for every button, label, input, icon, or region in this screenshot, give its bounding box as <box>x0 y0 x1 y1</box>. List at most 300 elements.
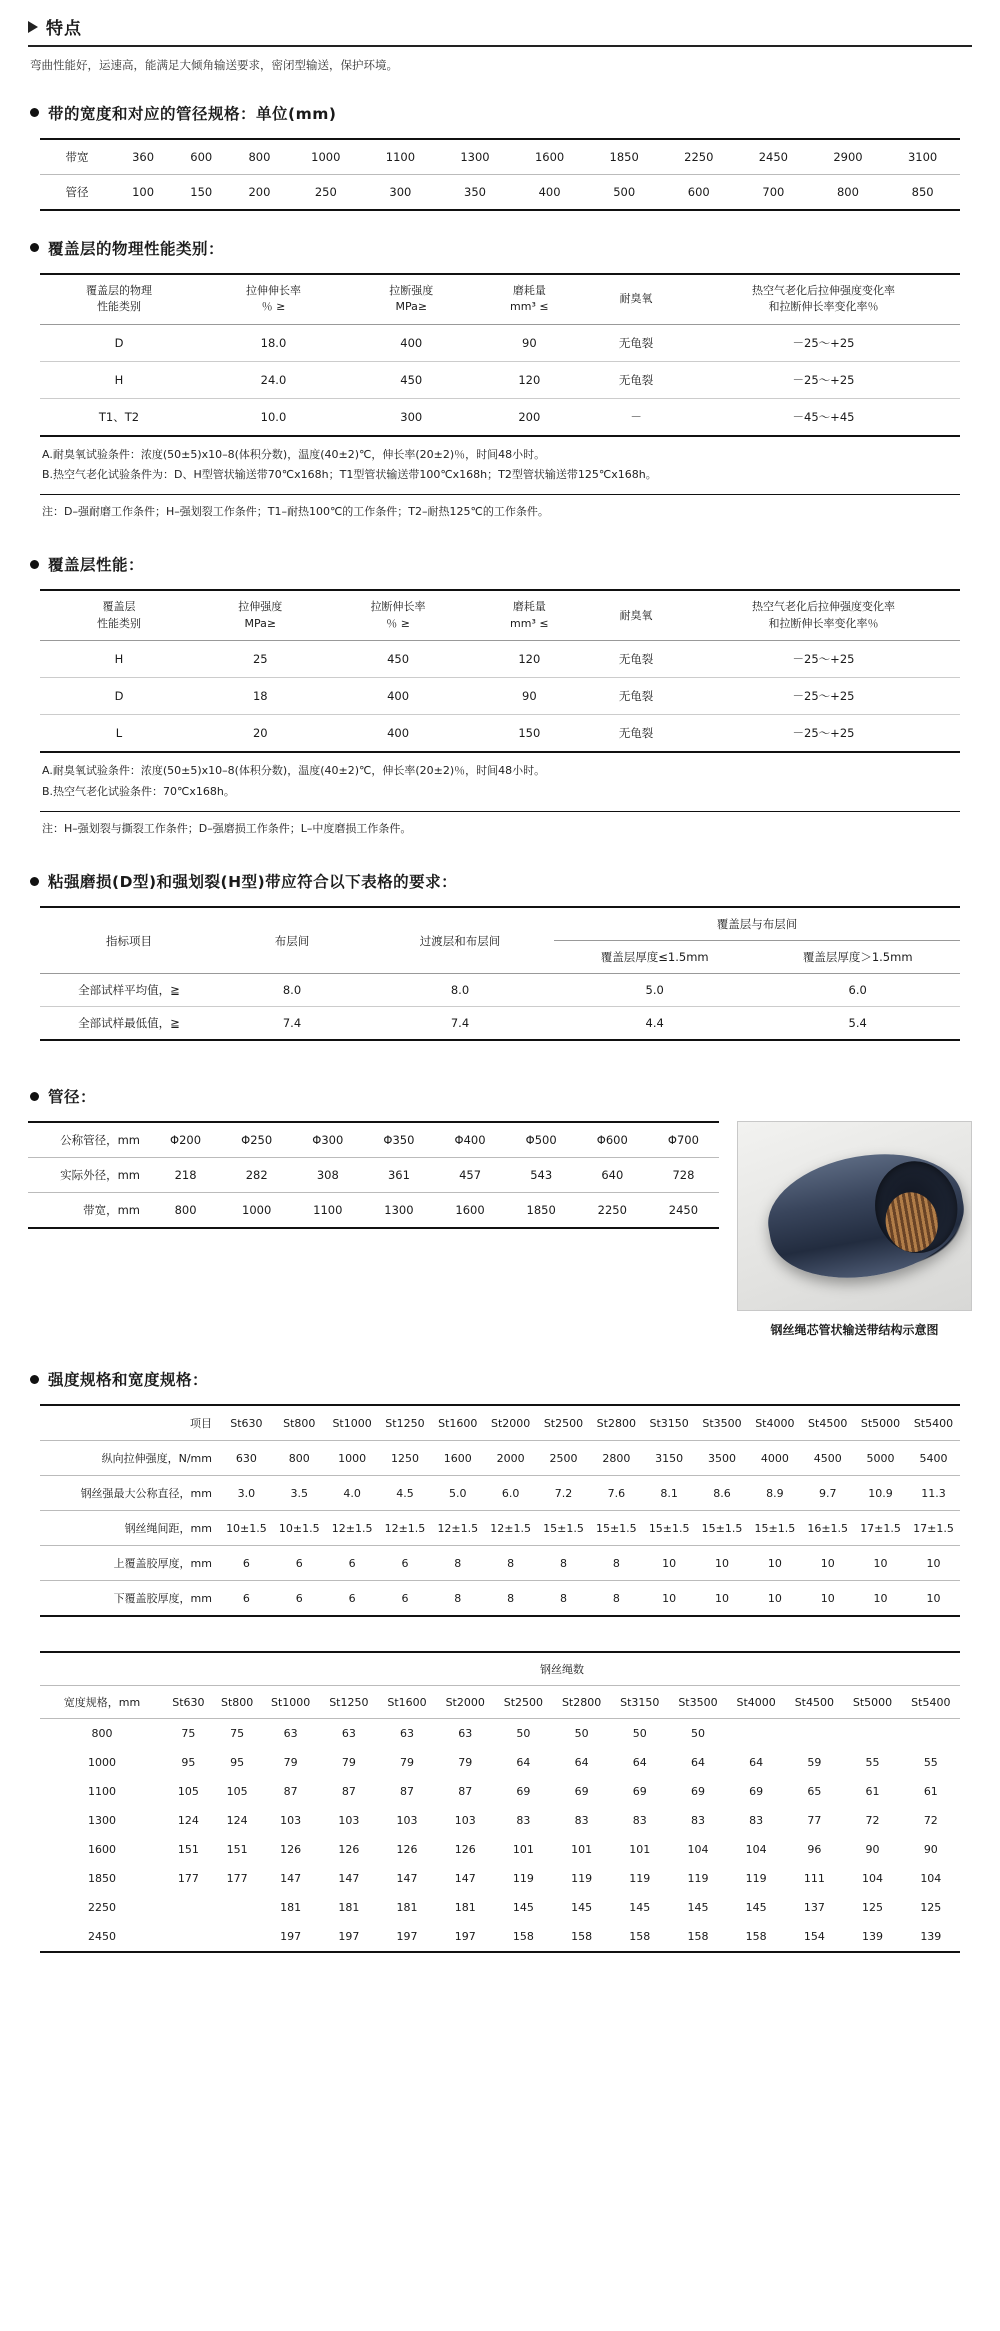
pipe-dia-table <box>28 1121 719 1229</box>
table-row <box>40 974 960 1007</box>
cell: 300 <box>389 184 412 199</box>
table-row <box>40 1777 960 1806</box>
cell: 63 <box>283 1727 298 1741</box>
cell: 10 <box>854 1546 907 1581</box>
cell: 145 <box>629 1901 651 1915</box>
col-header: St630 <box>220 1405 273 1441</box>
cell: 300 <box>400 409 423 424</box>
cover-physical-notes <box>42 445 958 487</box>
cell: 3.5 <box>273 1476 326 1511</box>
col-header: 宽度规格，mm <box>40 1686 164 1719</box>
cell: 无龟裂 <box>585 641 687 678</box>
table-row <box>40 1748 960 1777</box>
cell: 197 <box>396 1930 418 1944</box>
cell: 15±1.5 <box>643 1511 696 1546</box>
cell: 111 <box>803 1872 825 1886</box>
cell: 728 <box>648 1158 719 1193</box>
cell: 177 <box>226 1872 248 1886</box>
cell: 197 <box>338 1930 360 1944</box>
cell: 15±1.5 <box>748 1511 801 1546</box>
cell: 69 <box>632 1785 647 1799</box>
header-line: 耐臭氧 <box>619 291 653 305</box>
cell: 850 <box>911 184 934 199</box>
cell: 218 <box>150 1158 221 1193</box>
col-group-header: 覆盖层与布层间 <box>554 907 960 941</box>
cell: 158 <box>571 1930 593 1944</box>
cell: 18 <box>198 678 323 715</box>
photo-caption: 钢丝绳芯管状输送带结构示意图 <box>770 1323 939 1338</box>
col-header: St3500 <box>669 1686 727 1719</box>
cell: 145 <box>745 1901 767 1915</box>
cell: 308 <box>292 1158 363 1193</box>
cell: 158 <box>629 1930 651 1944</box>
cell: 83 <box>749 1814 764 1828</box>
cell <box>843 1719 901 1749</box>
cell: 500 <box>613 184 636 199</box>
section-header <box>28 14 972 39</box>
steel-cord-core <box>881 1188 943 1256</box>
cell: 2000 <box>484 1441 537 1476</box>
col-header: St2500 <box>537 1405 590 1441</box>
strength-title: 强度规格和宽度规格： <box>48 1371 209 1390</box>
cell: 4.4 <box>645 1016 664 1031</box>
cell: 6 <box>326 1546 379 1581</box>
cell: 50 <box>516 1727 531 1741</box>
cell: 6 <box>401 1591 409 1605</box>
cell: 100 <box>132 184 155 199</box>
cell: 10 <box>820 1591 835 1605</box>
col-group-header: 钢丝绳数 <box>164 1652 960 1686</box>
cell: 8 <box>431 1546 484 1581</box>
cover-perf-table-wrap <box>40 589 960 753</box>
section-intro: 弯曲性能好，运速高，能满足大倾角输送要求，密闭型输送，保护环境。 <box>30 58 398 72</box>
cell: 87 <box>458 1785 473 1799</box>
header-line: mm³ ≤ <box>510 300 549 314</box>
col-header: St3500 <box>696 1405 749 1441</box>
table-row <box>28 1193 719 1229</box>
cell: 7.4 <box>450 1016 470 1031</box>
table-header-row <box>40 907 960 941</box>
row-label: 1000 <box>88 1756 116 1770</box>
row-label: 带宽 <box>40 139 114 175</box>
cell: 5000 <box>854 1441 907 1476</box>
table-row <box>40 1835 960 1864</box>
cell: 137 <box>803 1901 825 1915</box>
cell: 125 <box>862 1901 884 1915</box>
cell: 103 <box>338 1814 360 1828</box>
col-header: St3150 <box>643 1405 696 1441</box>
table-row <box>40 678 960 715</box>
cell: 6 <box>379 1546 432 1581</box>
cell: 197 <box>454 1930 476 1944</box>
cell: 105 <box>226 1785 248 1799</box>
spacer-cell <box>40 1652 164 1686</box>
table-header-row <box>40 1686 960 1719</box>
header-line: 覆盖层 <box>102 600 136 614</box>
cell: 83 <box>574 1814 589 1828</box>
cell: 64 <box>690 1756 705 1770</box>
row-label: 下覆盖胶厚度，mm <box>113 1592 212 1606</box>
adhesion-title: 粘强磨损(D型)和强划裂(H型)带应符合以下表格的要求： <box>48 873 458 892</box>
col-header <box>349 274 474 325</box>
cell: 2500 <box>537 1441 590 1476</box>
col-header: St5400 <box>902 1686 960 1719</box>
cell: 15±1.5 <box>590 1511 643 1546</box>
cell: 640 <box>577 1158 648 1193</box>
cell: 10 <box>662 1591 677 1605</box>
adhesion-table <box>40 906 960 1041</box>
col-header: St5000 <box>843 1686 901 1719</box>
cell: 361 <box>363 1158 434 1193</box>
belt-width-table-wrap <box>40 138 960 211</box>
cell: 9.7 <box>801 1476 854 1511</box>
cell: 10 <box>715 1591 730 1605</box>
cover-physical-table-wrap <box>40 273 960 437</box>
cell: 5.0 <box>554 974 755 1007</box>
adhesion-table-wrap <box>40 906 960 1041</box>
cell <box>902 1719 960 1749</box>
cover-physical-table <box>40 273 960 437</box>
table-header-row <box>40 1652 960 1686</box>
cell: 103 <box>454 1814 476 1828</box>
pipe-dia-heading <box>30 1085 972 1107</box>
header-line: 拉断伸长率 <box>370 600 426 614</box>
cell: 10 <box>873 1591 888 1605</box>
cell: －45～+45 <box>792 409 855 424</box>
col-header <box>40 274 198 325</box>
cell: 6 <box>348 1591 356 1605</box>
strength-table <box>40 1404 960 1617</box>
cell: 1000 <box>289 139 364 175</box>
row-label: 全部试样平均值，≧ <box>40 974 218 1007</box>
cell: 17±1.5 <box>907 1511 960 1546</box>
cell: 83 <box>516 1814 531 1828</box>
cell: 5400 <box>907 1441 960 1476</box>
cover-perf-note2: 注：H–强划裂与撕裂工作条件；D–强磨损工作条件；L–中度磨损工作条件。 <box>42 822 412 836</box>
cell: －25～+25 <box>687 641 960 678</box>
cell: 7.2 <box>537 1476 590 1511</box>
cell: 126 <box>396 1843 418 1857</box>
table-row <box>28 1158 719 1193</box>
cell: 7.6 <box>590 1476 643 1511</box>
table-row <box>40 1893 960 1922</box>
cell: 1100 <box>313 1203 343 1218</box>
cell: 800 <box>174 1203 197 1218</box>
cell: 1250 <box>379 1441 432 1476</box>
col-header: St4500 <box>785 1686 843 1719</box>
note-line: B.热空气老化试验条件：70℃x168h。 <box>42 785 235 799</box>
table-row <box>40 1007 960 1041</box>
cell: 3100 <box>885 139 960 175</box>
cell: 1850 <box>587 139 662 175</box>
col-header: 项目 <box>40 1405 220 1441</box>
cell: 104 <box>745 1843 767 1857</box>
cell: 151 <box>226 1843 248 1857</box>
note-line: A.耐臭氧试验条件：浓度(50±5)x10–8(体积分数)，温度(40±2)℃，伸长率(20±2)％，时间48小时。 <box>42 764 546 778</box>
cell: 10±1.5 <box>220 1511 273 1546</box>
cell: 无龟裂 <box>585 361 687 398</box>
cell <box>213 1922 262 1952</box>
row-label: 实际外径，mm <box>28 1158 150 1193</box>
cell: 90 <box>474 678 586 715</box>
cell: 3150 <box>643 1441 696 1476</box>
cell: 8 <box>590 1546 643 1581</box>
cell: 8 <box>454 1591 462 1605</box>
cell: 11.3 <box>907 1476 960 1511</box>
cell <box>164 1922 213 1952</box>
cell: 64 <box>632 1756 647 1770</box>
cell: Φ700 <box>648 1122 719 1158</box>
cell: 10 <box>926 1591 941 1605</box>
cell: 10 <box>748 1546 801 1581</box>
header-line: 拉伸强度 <box>238 600 283 614</box>
cell: 147 <box>338 1872 360 1886</box>
cell: 145 <box>687 1901 709 1915</box>
col-header: St3150 <box>611 1686 669 1719</box>
row-label: 1600 <box>88 1843 116 1857</box>
cell: 8.9 <box>748 1476 801 1511</box>
col-header <box>474 274 586 325</box>
bullet-icon <box>30 243 39 252</box>
cell: 104 <box>862 1872 884 1886</box>
cell: 400 <box>387 726 410 741</box>
cell: 126 <box>338 1843 360 1857</box>
col-header: St5400 <box>907 1405 960 1441</box>
header-rule <box>28 45 972 47</box>
cell: 158 <box>745 1930 767 1944</box>
col-header: St800 <box>273 1405 326 1441</box>
cell: 8.0 <box>218 974 366 1007</box>
cover-perf-table <box>40 589 960 753</box>
header-line: MPa≥ <box>244 616 277 630</box>
cell: 8 <box>507 1591 515 1605</box>
cell: 6 <box>295 1591 303 1605</box>
cell <box>213 1893 262 1922</box>
cell: 75 <box>230 1727 245 1741</box>
table-row <box>40 1511 960 1546</box>
cell: 101 <box>512 1843 534 1857</box>
col-header: St2000 <box>484 1405 537 1441</box>
table-row <box>40 139 960 175</box>
cell: 7.4 <box>282 1016 302 1031</box>
cell: 5.0 <box>431 1476 484 1511</box>
cell: 4000 <box>748 1441 801 1476</box>
col-header: St5000 <box>854 1405 907 1441</box>
table-row <box>40 1476 960 1511</box>
cell: Φ400 <box>435 1122 506 1158</box>
strength-heading <box>30 1368 972 1390</box>
cell: 457 <box>435 1158 506 1193</box>
cell <box>164 1893 213 1922</box>
cell: 120 <box>474 361 586 398</box>
cell: L <box>115 726 123 741</box>
cell: 147 <box>396 1872 418 1886</box>
cell: 126 <box>454 1843 476 1857</box>
bullet-icon <box>30 108 39 117</box>
cell: 87 <box>400 1785 415 1799</box>
cell: 83 <box>632 1814 647 1828</box>
cell: 197 <box>280 1930 302 1944</box>
cell: 8.6 <box>696 1476 749 1511</box>
pipe-dia-block <box>28 1121 972 1338</box>
cell: 145 <box>512 1901 534 1915</box>
cell: Φ300 <box>292 1122 363 1158</box>
cell: 350 <box>464 184 486 199</box>
cell: －25～+25 <box>792 726 855 741</box>
cell: 250 <box>314 184 337 199</box>
header-line: 热空气老化后拉伸强度变化率 <box>752 283 895 297</box>
cell: 59 <box>807 1756 822 1770</box>
cell: 50 <box>574 1727 589 1741</box>
col-header: St1000 <box>326 1405 379 1441</box>
cell: 87 <box>341 1785 356 1799</box>
cell: －25～+25 <box>687 324 960 361</box>
cover-physical-title: 覆盖层的物理性能类别： <box>48 239 225 258</box>
cell: 6.0 <box>755 974 960 1007</box>
section-title: 特点 <box>46 19 82 39</box>
cell: 282 <box>221 1158 292 1193</box>
cell: 1600 <box>431 1441 484 1476</box>
cell: 4500 <box>801 1441 854 1476</box>
cell: 77 <box>807 1814 822 1828</box>
note-divider <box>40 494 960 495</box>
cell: 90 <box>923 1843 938 1857</box>
cell: 3.0 <box>220 1476 273 1511</box>
cell: 119 <box>629 1872 651 1886</box>
cell: 200 <box>248 184 271 199</box>
belt-width-title: 带的宽度和对应的管径规格：单位(mm) <box>48 104 337 123</box>
cell: 10 <box>696 1546 749 1581</box>
cell: 181 <box>454 1901 476 1915</box>
cell: T1、T2 <box>98 409 140 424</box>
cell: H <box>40 361 198 398</box>
cell: 8 <box>612 1591 620 1605</box>
cell: 79 <box>341 1756 356 1770</box>
cell: 800 <box>273 1441 326 1476</box>
header-line: 热空气老化后拉伸强度变化率 <box>752 600 895 614</box>
cell: 181 <box>396 1901 418 1915</box>
col-header: St1000 <box>262 1686 320 1719</box>
cell: 95 <box>230 1756 245 1770</box>
cell: 无龟裂 <box>585 324 687 361</box>
cell: 1100 <box>363 139 438 175</box>
pipe-dia-title: 管径： <box>48 1088 97 1107</box>
cell: 无龟裂 <box>585 678 687 715</box>
rope-count-table-wrap <box>40 1651 960 1953</box>
cell: 800 <box>836 184 859 199</box>
cover-perf-heading <box>30 553 972 575</box>
row-label: 2450 <box>88 1930 116 1944</box>
col-header <box>585 274 687 325</box>
cell: 55 <box>865 1756 880 1770</box>
cell: 69 <box>516 1785 531 1799</box>
row-label: 2250 <box>88 1901 116 1915</box>
table-row <box>40 1719 960 1749</box>
col-header <box>323 590 474 641</box>
cell: 8 <box>537 1546 590 1581</box>
row-label: 800 <box>91 1727 113 1741</box>
cell: 55 <box>923 1756 938 1770</box>
col-header: St2000 <box>436 1686 494 1719</box>
cell: 125 <box>920 1901 942 1915</box>
col-header: St4500 <box>801 1405 854 1441</box>
cell: 2450 <box>736 139 811 175</box>
cell: 79 <box>458 1756 473 1770</box>
cell: 2250 <box>597 1203 627 1218</box>
cell: 600 <box>687 184 710 199</box>
strength-table-wrap <box>40 1404 960 1617</box>
cell: 543 <box>506 1158 577 1193</box>
col-header <box>687 590 960 641</box>
pipe-dia-table-wrap <box>28 1121 719 1229</box>
cell: 10 <box>767 1591 782 1605</box>
col-header <box>198 274 349 325</box>
bullet-icon <box>30 560 39 569</box>
cell: 4.0 <box>326 1476 379 1511</box>
cell: 25 <box>198 641 323 678</box>
cover-perf-notes <box>42 761 958 803</box>
cell: 124 <box>226 1814 248 1828</box>
cell: 139 <box>862 1930 884 1944</box>
cell: 158 <box>512 1930 534 1944</box>
table-header-row <box>40 1405 960 1441</box>
cell: 450 <box>349 361 474 398</box>
tube-opening <box>868 1155 965 1260</box>
cell: 119 <box>687 1872 709 1886</box>
col-header <box>40 590 198 641</box>
cell: 83 <box>690 1814 705 1828</box>
header-line: 性能类别 <box>97 300 141 314</box>
col-header <box>585 590 687 641</box>
note-line: B.热空气老化试验条件为：D、H型管状输送带70℃x168h；T1型管状输送带100℃x168h；T2型管状输送带125℃x168h。 <box>42 468 657 482</box>
cell: 119 <box>512 1872 534 1886</box>
table-row <box>40 1922 960 1952</box>
cell: Φ250 <box>221 1122 292 1158</box>
cell: 147 <box>280 1872 302 1886</box>
header-line: 拉伸伸长率 <box>245 283 301 297</box>
table-row <box>40 174 960 210</box>
bullet-icon <box>30 877 39 886</box>
col-header: St2800 <box>590 1405 643 1441</box>
row-label: 钢丝强最大公称直径，mm <box>40 1476 220 1511</box>
header-line: mm³ ≤ <box>510 616 549 630</box>
col-header: St2500 <box>494 1686 552 1719</box>
cell: 1600 <box>512 139 587 175</box>
cell: 1850 <box>526 1203 556 1218</box>
cell: 64 <box>516 1756 531 1770</box>
cell: 95 <box>181 1756 196 1770</box>
cell: 154 <box>803 1930 825 1944</box>
col-header: St1600 <box>431 1405 484 1441</box>
cell: 147 <box>454 1872 476 1886</box>
tube-shape <box>759 1140 972 1292</box>
header-line: ％ ≥ <box>386 616 410 630</box>
col-header: 过渡层和布层间 <box>366 907 554 974</box>
cell: 400 <box>323 678 474 715</box>
cell: 15±1.5 <box>696 1511 749 1546</box>
row-label: 管径 <box>65 184 89 199</box>
cell: 无龟裂 <box>618 726 654 741</box>
header-line: 和拉断伸长率变化率％ <box>768 300 879 314</box>
cover-physical-heading <box>30 237 972 259</box>
col-header: St630 <box>164 1686 213 1719</box>
belt-width-heading <box>30 102 972 124</box>
cell: 87 <box>283 1785 298 1799</box>
pipe-photo-block <box>737 1121 972 1338</box>
cell: 50 <box>690 1727 705 1741</box>
cell: 10±1.5 <box>273 1511 326 1546</box>
row-label: 1850 <box>88 1872 116 1886</box>
